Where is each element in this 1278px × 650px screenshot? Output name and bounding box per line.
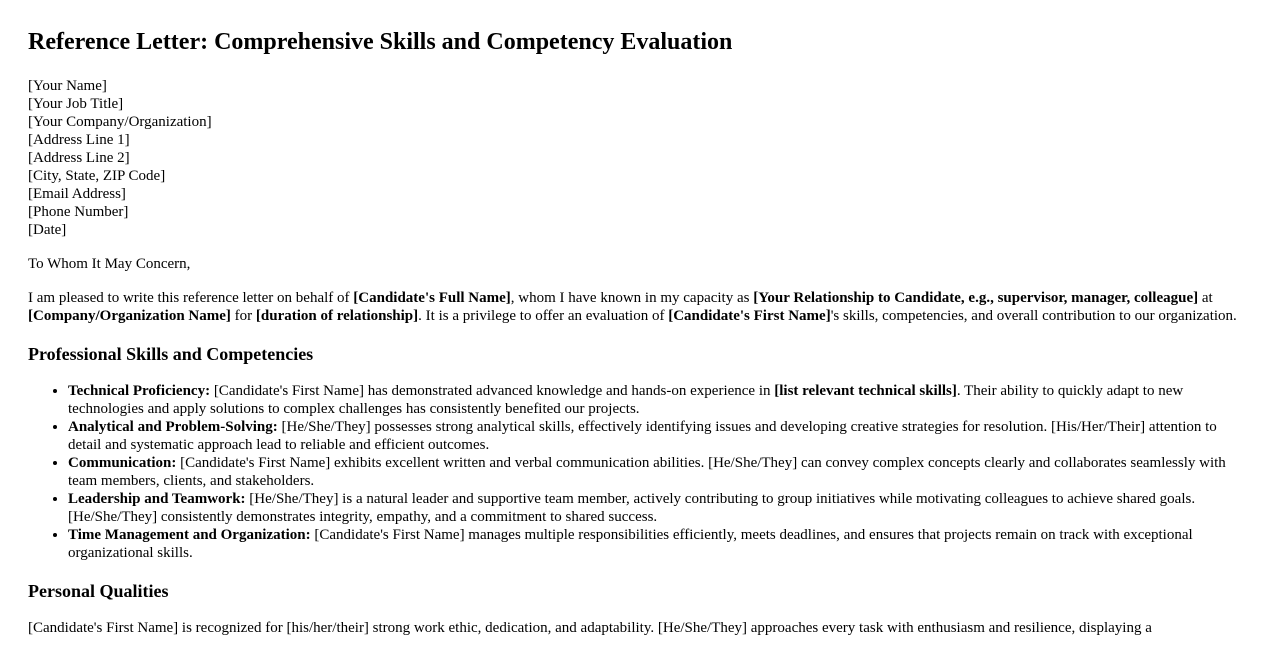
sender-address-line-2: [Address Line 2] bbox=[28, 150, 130, 166]
skill-item-analytical bbox=[68, 418, 1250, 454]
skills-heading: Professional Skills and Competencies bbox=[28, 344, 314, 364]
letter-date: [Date] bbox=[28, 222, 67, 238]
personal-qualities-heading: Personal Qualities bbox=[28, 581, 169, 601]
skill-text: [Candidate's First Name] has demonstrated advanced knowledge and hands-on experience in bbox=[210, 383, 775, 399]
sender-city-state-zip: [City, State, ZIP Code] bbox=[28, 168, 166, 184]
skill-item-leadership bbox=[68, 490, 1250, 526]
intro-text: . It is a privilege to offer an evaluation of bbox=[418, 308, 669, 324]
personal-qualities-paragraph: [Candidate's First Name] is recognized for [his/her/their] strong work ethic, dedication, and adaptability. [He/She/They] approaches every task with enthusiasm and resilience, displaying a bbox=[28, 620, 1152, 636]
skill-text: [He/She/They] is a natural leader and supportive team member, actively contributing to group initiatives while motivating colleagues to achieve shared goals. [He/She/They] consistently demonstrates integrity, empathy, and a commitment to shared success. bbox=[68, 491, 1196, 525]
skill-item-technical bbox=[68, 382, 1250, 418]
intro-paragraph bbox=[28, 289, 1250, 325]
skill-label: Leadership and Teamwork: bbox=[68, 491, 246, 507]
skill-label: Technical Proficiency: bbox=[68, 383, 211, 399]
candidate-first-name: [Candidate's First Name] bbox=[668, 308, 831, 324]
skill-text: [Candidate's First Name] exhibits excellent written and verbal communication abilities. [He/She/They] can convey complex concepts clearly and collaborates seamlessly with team members, clients, and stakeholders. bbox=[68, 455, 1226, 489]
skill-text: [Candidate's First Name] manages multiple responsibilities efficiently, meets deadlines, and ensures that projects remain on track with exceptional organizational skills. bbox=[68, 527, 1193, 561]
intro-text: , whom I have known in my capacity as bbox=[510, 290, 754, 306]
skill-text: [He/She/They] possesses strong analytical skills, effectively identifying issues and developing creative strategies for resolution. [His/Her/Their] attention to detail and systematic approach lead to reliable and efficient outcomes. bbox=[68, 419, 1217, 453]
skills-list bbox=[28, 382, 1250, 562]
skill-label: Communication: bbox=[68, 455, 177, 471]
page-title: Reference Letter: Comprehensive Skills and Competency Evaluation bbox=[28, 29, 733, 55]
sender-address-line-1: [Address Line 1] bbox=[28, 132, 130, 148]
duration-placeholder: [duration of relationship] bbox=[255, 308, 419, 324]
sender-address-block bbox=[28, 77, 1250, 239]
salutation: To Whom It May Concern, bbox=[28, 256, 191, 272]
relationship-placeholder: [Your Relationship to Candidate, e.g., supervisor, manager, colleague] bbox=[753, 290, 1199, 306]
skill-item-communication bbox=[68, 454, 1250, 490]
sender-name: [Your Name] bbox=[28, 78, 107, 94]
skill-text: . Their ability to quickly adapt to new technologies and apply solutions to complex challenges has consistently benefited our projects. bbox=[68, 383, 1184, 417]
intro-text: 's skills, competencies, and overall contribution to our organization. bbox=[830, 308, 1237, 324]
intro-text: at bbox=[1198, 290, 1213, 306]
skill-placeholder: [list relevant technical skills] bbox=[774, 383, 957, 399]
intro-text: I am pleased to write this reference letter on behalf of bbox=[28, 290, 354, 306]
intro-text: for bbox=[230, 308, 256, 324]
sender-email: [Email Address] bbox=[28, 186, 126, 202]
sender-phone: [Phone Number] bbox=[28, 204, 129, 220]
skill-label: Analytical and Problem-Solving: bbox=[68, 419, 278, 435]
candidate-full-name: [Candidate's Full Name] bbox=[353, 290, 511, 306]
sender-job-title: [Your Job Title] bbox=[28, 96, 124, 112]
skill-item-time-management bbox=[68, 526, 1250, 562]
organization-placeholder: [Company/Organization Name] bbox=[28, 308, 231, 324]
skill-label: Time Management and Organization: bbox=[68, 527, 311, 543]
sender-company: [Your Company/Organization] bbox=[28, 114, 212, 130]
